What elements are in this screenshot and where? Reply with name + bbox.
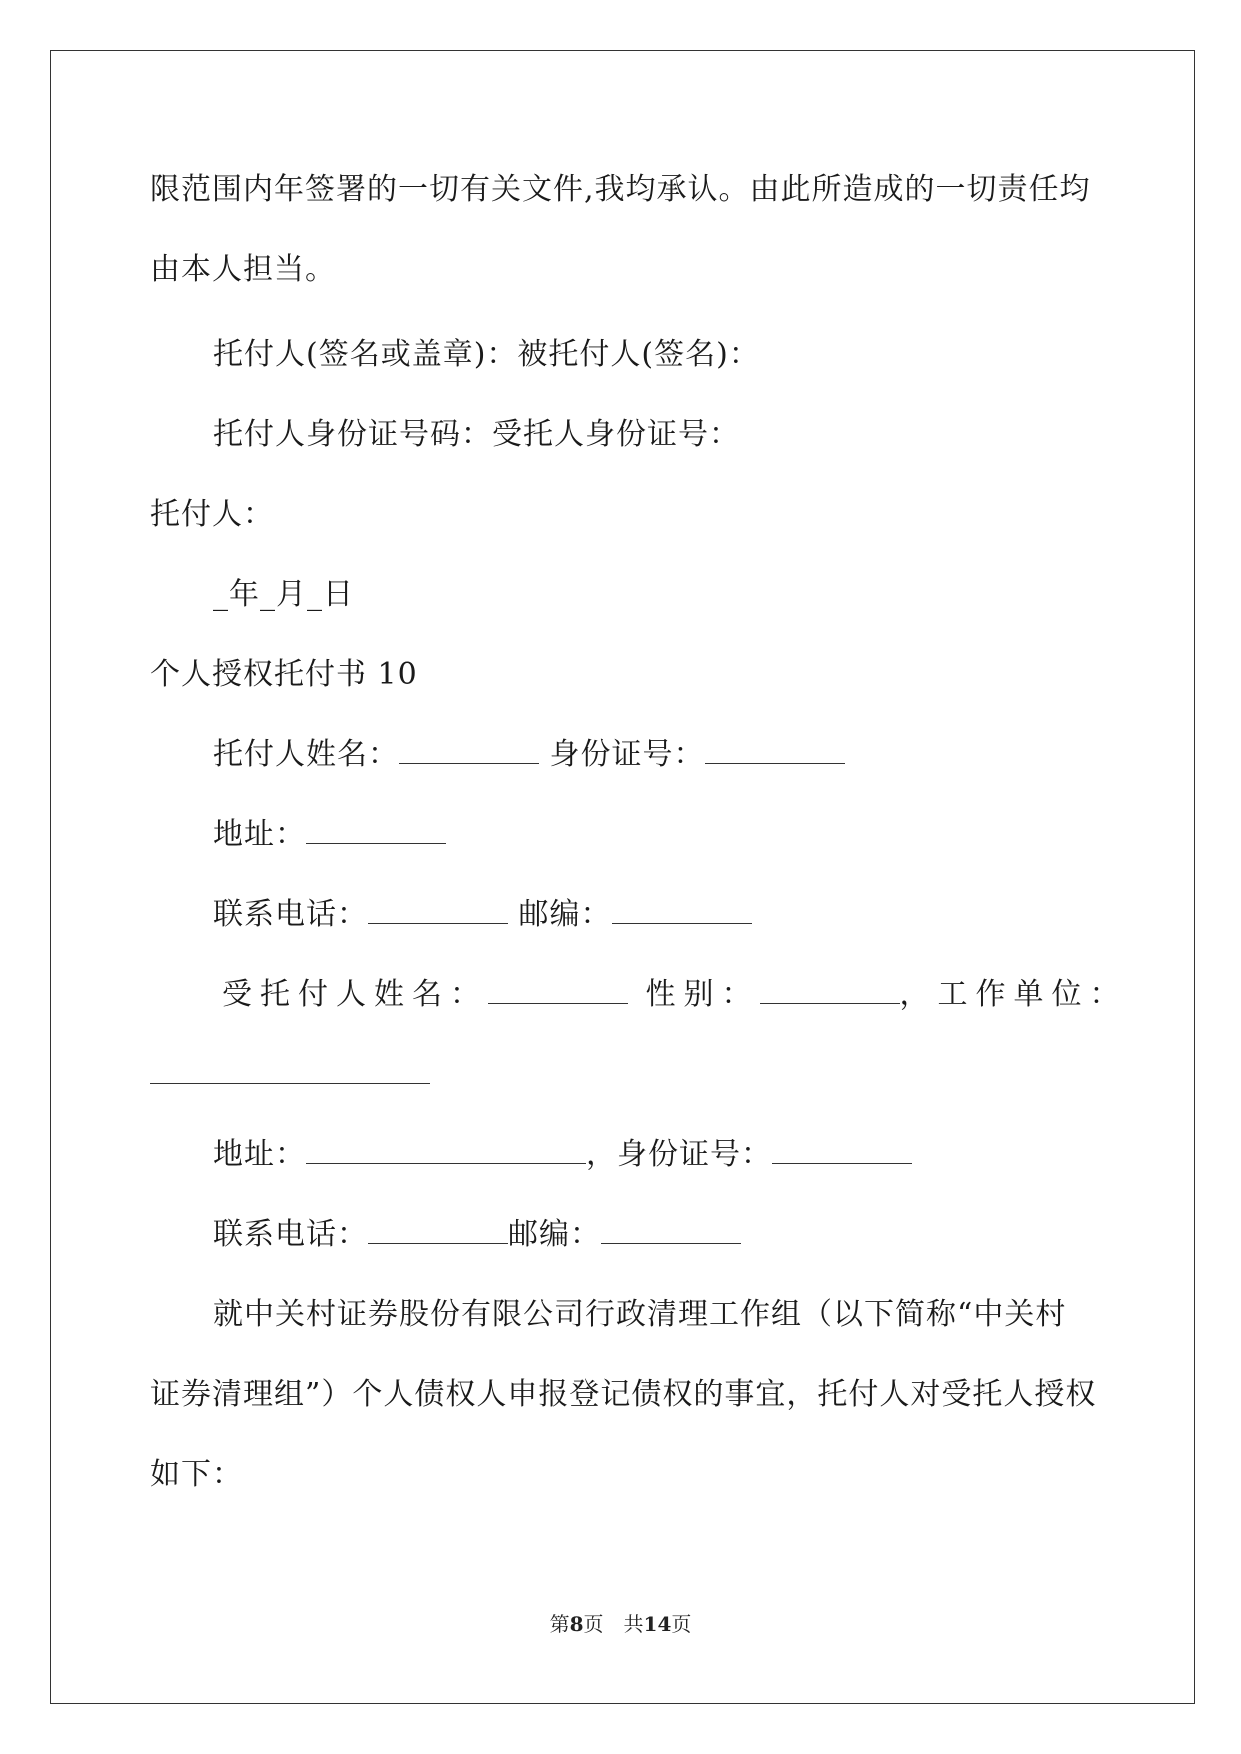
blank-field [306,817,446,844]
agent-address-row [213,1135,912,1175]
blank-field [368,1217,508,1244]
date-line: _年_月_日 [213,577,354,612]
blank-field [399,737,539,764]
field-label: 邮编： [508,1217,601,1252]
footer-text: 页 共 [583,1612,644,1636]
blank-field [150,1057,430,1084]
field-label: 托付人姓名： [213,737,399,772]
section-title: 个人授权托付书 10 [150,657,418,692]
blank-field [488,977,628,1004]
field-label: 邮编： [518,897,612,932]
field-label: 地址： [213,817,306,852]
signature-line: 托付人(签名或盖章)：被托付人(签名)： [213,337,760,372]
paragraph-line: 证券清理组”）个人债权人申报登记债权的事宜，托付人对受托人授权 [150,1377,1097,1412]
blank-field [306,1137,586,1164]
agent-contact-row [213,1215,741,1255]
field-label: 受托付人姓名： [222,977,488,1012]
agent-name-row [222,975,1128,1015]
paragraph-line: 由本人担当。 [150,252,336,287]
page-number: 8 [569,1612,584,1636]
paragraph-line: 就中关村证券股份有限公司行政清理工作组（以下简称“中关村 [213,1297,1067,1332]
paragraph-line: 如下： [150,1457,243,1492]
blank-field [772,1137,912,1164]
blank-field [705,737,845,764]
blank-field [612,897,752,924]
principal-address-row [213,815,446,855]
work-unit-row [150,1055,430,1095]
page-footer [0,1612,1241,1636]
field-label: 联系电话： [213,1217,368,1252]
field-label: 联系电话： [213,897,368,932]
blank-field [601,1217,741,1244]
blank-field [760,977,900,1004]
principal-contact-row [213,895,752,935]
footer-text: 第 [549,1612,570,1636]
paragraph-line: 限范围内年签署的一切有关文件,我均承认。由此所造成的一切责任均 [150,172,1091,207]
field-label: 性别： [645,977,760,1012]
principal-name-row [213,735,845,775]
principal-label: 托付人： [150,497,274,532]
blank-field [368,897,508,924]
field-label: 地址： [213,1137,306,1172]
field-label: ，工作单位： [899,977,1128,1012]
id-number-line: 托付人身份证号码：受托人身份证号： [213,417,740,452]
field-label: ，身份证号： [586,1137,772,1172]
total-pages: 14 [643,1612,672,1636]
field-label: 身份证号： [549,737,705,772]
footer-text: 页 [671,1612,692,1636]
